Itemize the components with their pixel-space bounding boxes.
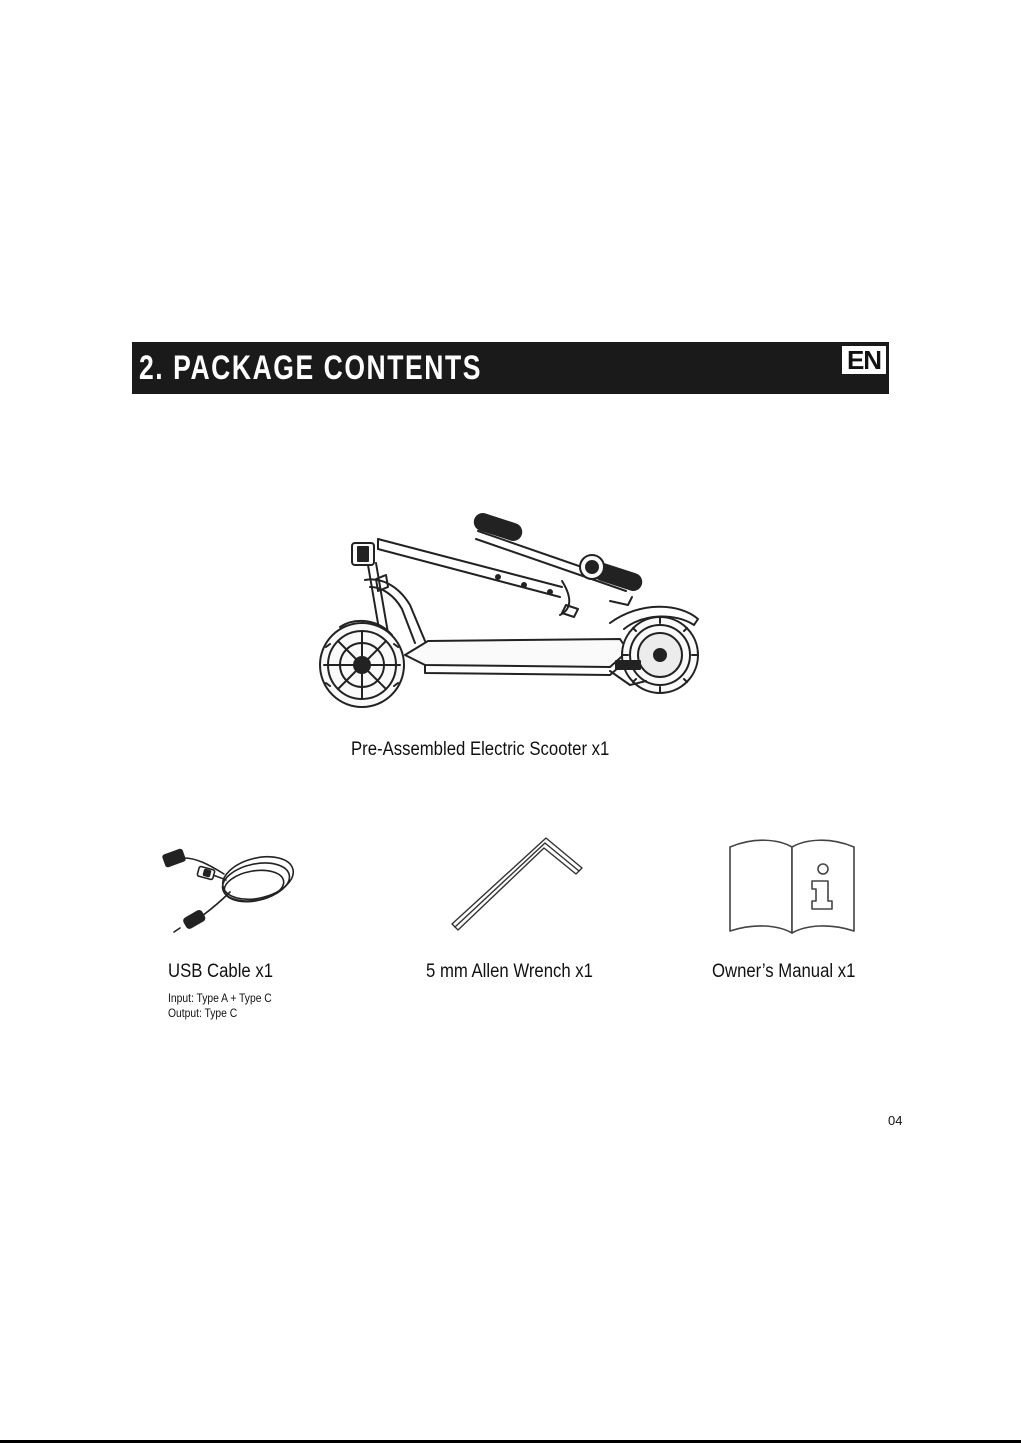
allen-wrench-icon: [450, 836, 586, 934]
section-title: 2. PACKAGE CONTENTS: [139, 349, 483, 387]
scooter-caption: Pre-Assembled Electric Scooter x1: [351, 739, 610, 760]
usb-cable-output-note: Output: Type C: [168, 1006, 238, 1020]
scooter-icon: [310, 505, 705, 715]
usb-cable-icon: [160, 828, 300, 938]
page-number: 04: [888, 1113, 903, 1128]
language-badge: EN: [842, 346, 886, 374]
owners-manual-icon: [728, 835, 856, 935]
section-header: [132, 342, 889, 394]
owners-manual-caption: Owner’s Manual x1: [712, 961, 856, 982]
usb-cable-caption: USB Cable x1: [168, 961, 274, 982]
allen-wrench-caption: 5 mm Allen Wrench x1: [426, 961, 593, 982]
usb-cable-input-note: Input: Type A + Type C: [168, 991, 272, 1005]
